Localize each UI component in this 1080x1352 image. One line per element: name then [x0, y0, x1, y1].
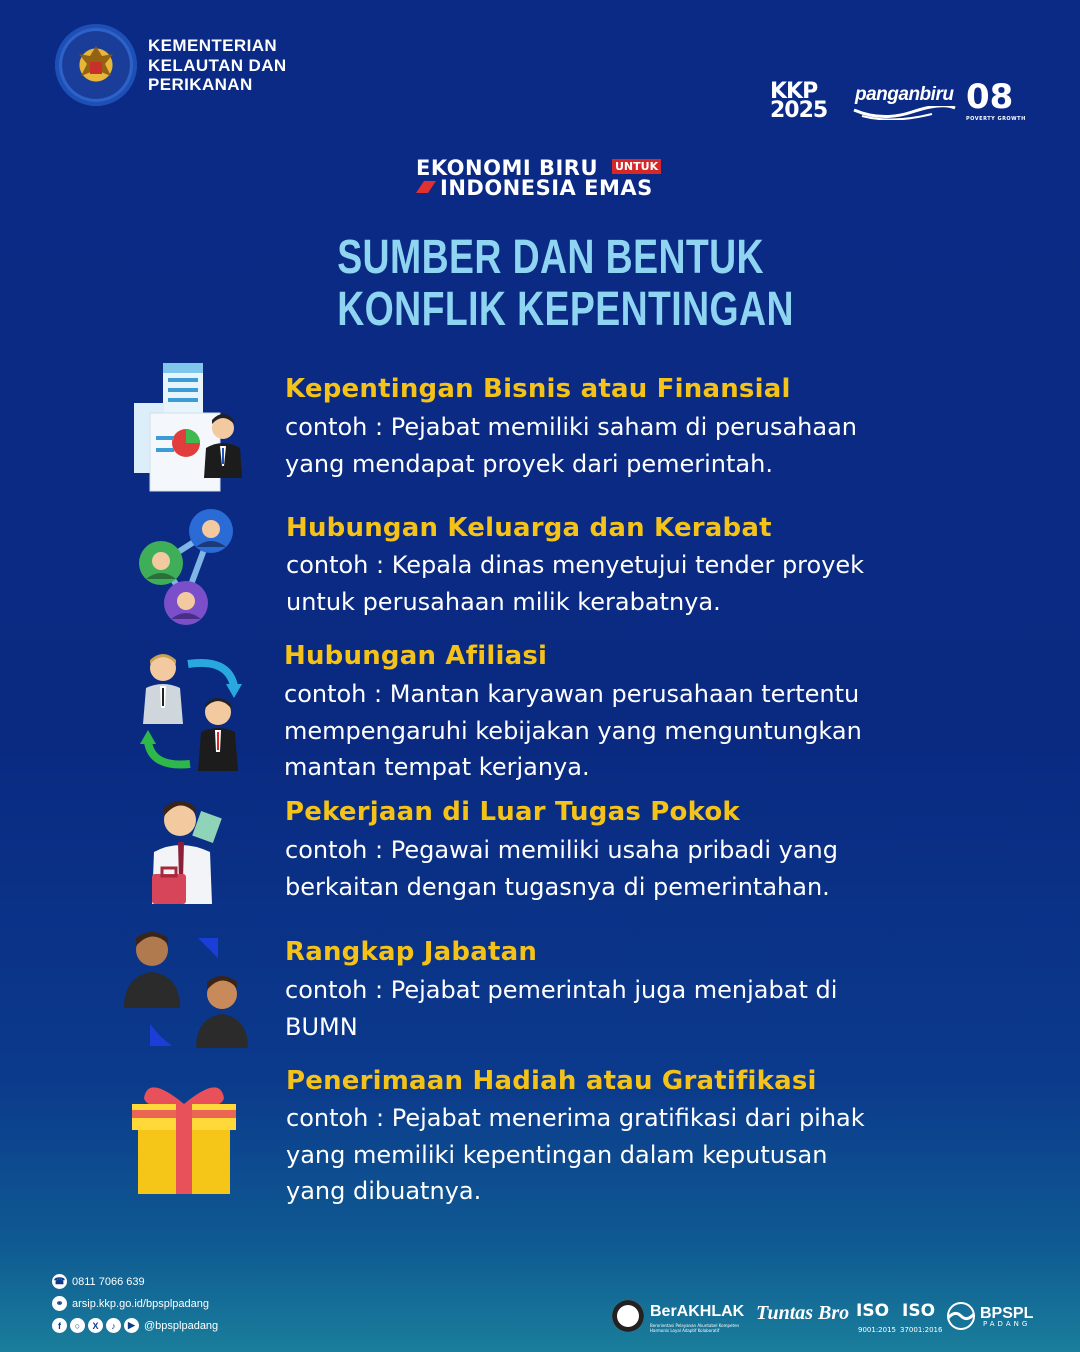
item-title-family: Hubungan Keluarga dan Kerabat: [286, 513, 772, 543]
kkp-logo-text: KKP: [770, 79, 818, 104]
red-arrow-icon: [416, 181, 436, 193]
item-title-business: Kepentingan Bisnis atau Finansial: [285, 374, 791, 404]
item-body-line: contoh : Mantan karyawan perusahaan tertentu: [284, 680, 860, 708]
campaign-line-1: EKONOMI BIRU: [416, 156, 599, 180]
item-body-line: berkaitan dengan tugasnya di pemerintahan.: [285, 872, 830, 901]
campaign-untuk-badge: UNTUK: [612, 159, 661, 174]
panganbiru-logo: panganbiru: [855, 84, 954, 105]
wave-icon: [852, 106, 957, 120]
iso-9001-logo: ISO: [856, 1301, 890, 1321]
footer-phone: [52, 1274, 145, 1289]
berakhlak-logo-text: BerAKHLAK: [650, 1303, 745, 1320]
item-title-affiliation: Hubungan Afiliasi: [284, 641, 548, 671]
ministry-emblem-logo: [55, 24, 137, 106]
iso-9001-number: 9001:2015: [858, 1326, 896, 1334]
iso-37001-number: 37001:2016: [900, 1326, 943, 1334]
businessman-briefcase-icon: [148, 798, 228, 910]
page-title: [337, 231, 794, 336]
item-body-outside-duty: [285, 832, 965, 905]
campaign-line-2: INDONESIA EMAS: [440, 176, 653, 200]
item-body-line: contoh : Pejabat memiliki saham di perusahaan: [285, 413, 857, 441]
item-body-line: BUMN: [285, 1012, 358, 1041]
dual-position-icon: [120, 928, 250, 1053]
item-body-family: [286, 547, 966, 620]
asta-cita-subtitle: POVERTY GROWTH: [966, 116, 1026, 122]
bpspl-logo-text: BPSPL: [980, 1305, 1034, 1322]
x-twitter-icon[interactable]: X: [88, 1318, 103, 1333]
bpspl-wave-icon: [945, 1302, 977, 1330]
item-body-line: contoh : Pejabat menerima gratifikasi dari pihak: [286, 1104, 865, 1132]
item-body-line: yang mendapat proyek dari pemerintah.: [285, 449, 773, 478]
affiliation-exchange-icon: [138, 646, 243, 776]
business-finance-icon: [128, 358, 243, 493]
item-body-line: mantan tempat kerjanya.: [284, 753, 590, 781]
phone-number: 0811 7066 639: [72, 1275, 145, 1288]
facebook-icon[interactable]: f: [52, 1318, 67, 1333]
item-title-outside-duty: Pekerjaan di Luar Tugas Pokok: [285, 797, 740, 827]
asta-cita-logo: 08: [966, 77, 1014, 117]
whatsapp-icon: ☎: [52, 1274, 67, 1289]
item-body-dual-position: [285, 972, 965, 1045]
iso-37001-logo: ISO: [902, 1301, 936, 1321]
item-title-dual-position: Rangkap Jabatan: [285, 937, 538, 967]
bpspl-subtitle: PADANG: [983, 1320, 1031, 1328]
item-body-line: untuk perusahaan milik kerabatnya.: [286, 587, 721, 616]
globe-icon: ⚭: [52, 1296, 67, 1311]
tuntas-bro-logo: Tuntas Bro: [756, 1302, 850, 1324]
ministry-name-line: KEMENTERIAN: [148, 36, 278, 55]
item-body-line: yang memiliki kepentingan dalam keputusan: [286, 1140, 828, 1169]
item-body-line: contoh : Pejabat pemerintah juga menjabat di: [285, 976, 838, 1004]
footer-website: [52, 1296, 209, 1311]
footer-social: [52, 1318, 218, 1333]
ministry-name-line: PERIKANAN: [148, 75, 253, 94]
tiktok-icon[interactable]: ♪: [106, 1318, 121, 1333]
item-body-line: contoh : Kepala dinas menyetujui tender proyek: [286, 551, 865, 579]
item-body-affiliation: [284, 676, 964, 786]
youtube-icon[interactable]: ▶: [124, 1318, 139, 1333]
garuda-icon: [55, 24, 137, 106]
item-body-gift: [286, 1100, 966, 1210]
item-body-line: contoh : Pegawai memiliki usaha pribadi yang: [285, 836, 838, 864]
instagram-icon[interactable]: ○: [70, 1318, 85, 1333]
berakhlak-emblem-logo: [612, 1300, 644, 1332]
gift-box-icon: [128, 1074, 240, 1198]
family-network-icon: [136, 503, 236, 628]
kkp-2025-logo: [770, 79, 828, 123]
item-body-line: mempengaruhi kebijakan yang menguntungkan: [284, 716, 862, 745]
kkp-logo-year: 2025: [770, 98, 828, 123]
website-link[interactable]: arsip.kkp.go.id/bpsplpadang: [72, 1297, 209, 1310]
social-handle: @bpsplpadang: [144, 1319, 219, 1332]
item-body-business: [285, 409, 965, 482]
page-title-line: SUMBER DAN BENTUK: [337, 231, 764, 284]
ministry-name: [148, 36, 287, 95]
item-title-gift: Penerimaan Hadiah atau Gratifikasi: [286, 1066, 817, 1096]
berakhlak-tagline: Berorientasi Pelayanan Akuntabel Kompeten Harmonis Loyal Adaptif Kolaboratif: [650, 1323, 740, 1333]
ministry-name-line: KELAUTAN DAN: [148, 55, 287, 75]
item-body-line: yang dibuatnya.: [286, 1177, 482, 1205]
page-title-line: KONFLIK KEPENTINGAN: [337, 283, 794, 336]
